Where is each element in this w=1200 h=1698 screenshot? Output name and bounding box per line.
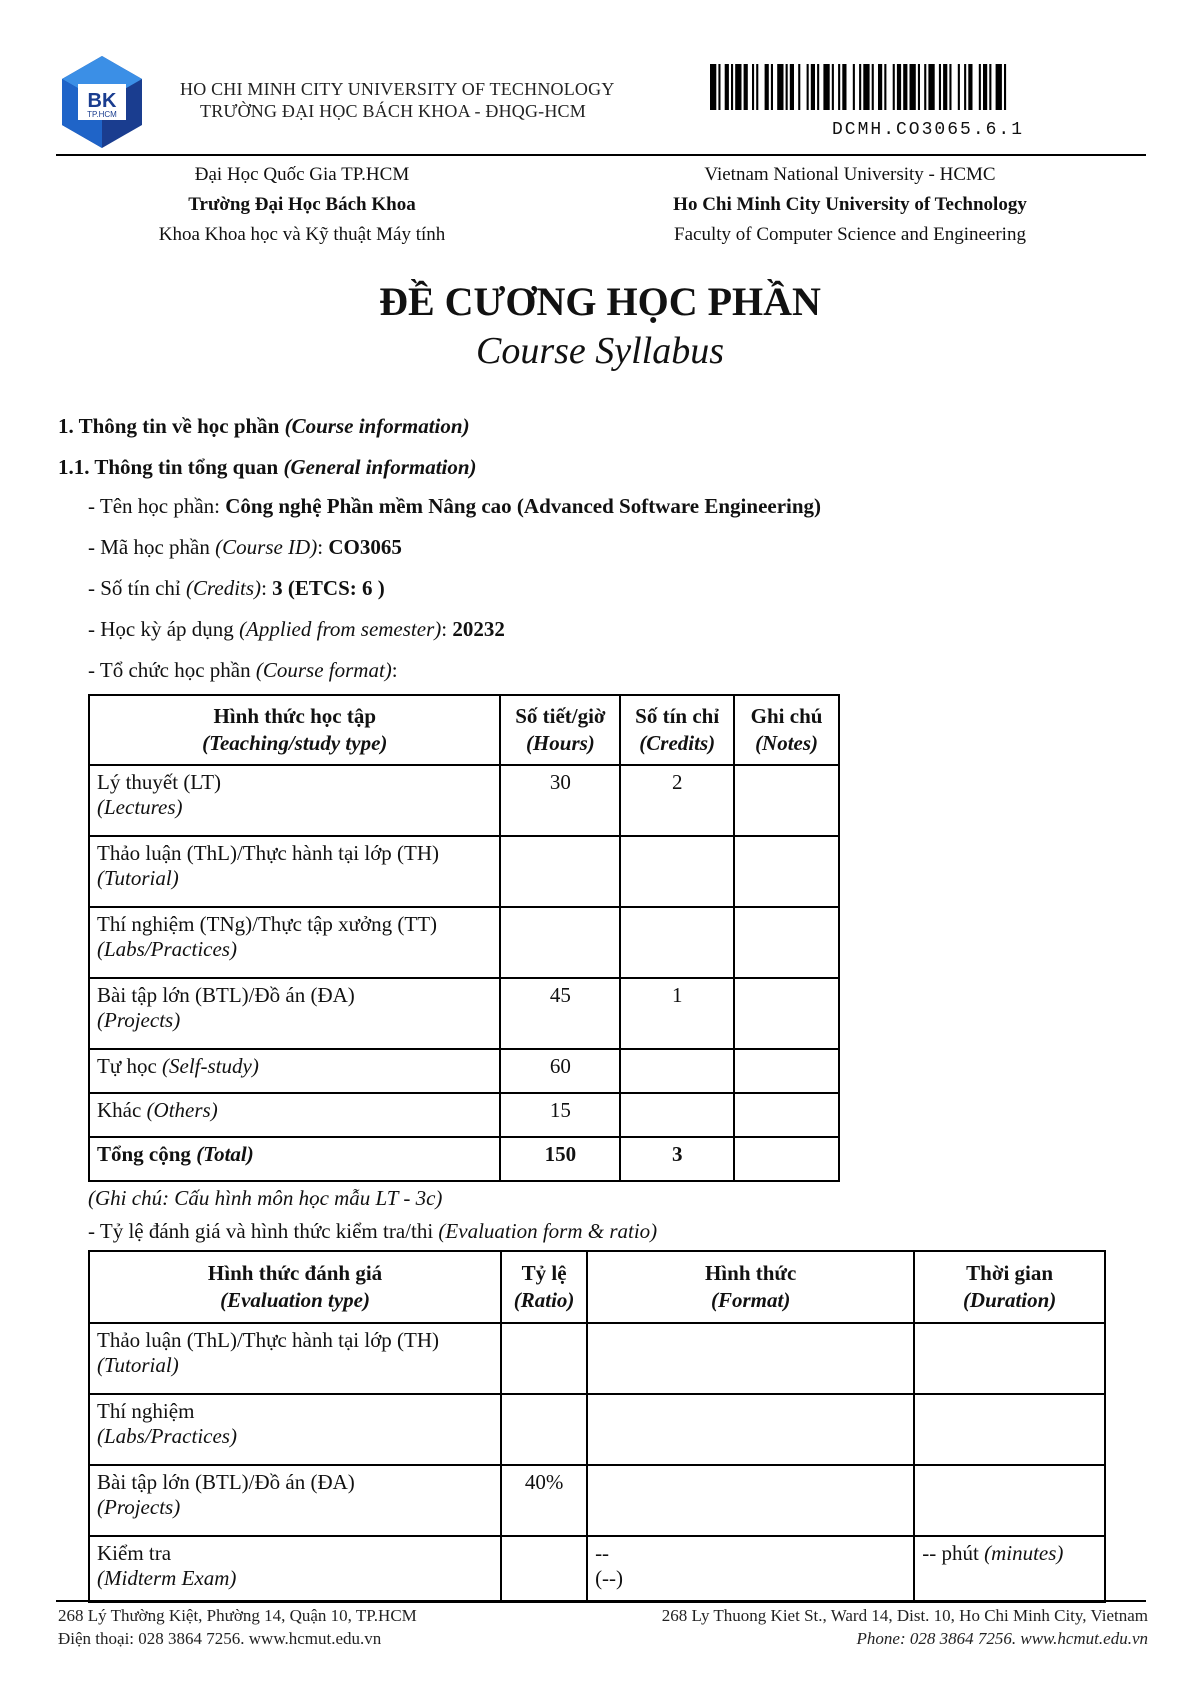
course-name-value: Công nghệ Phần mềm Nâng cao (Advanced Software Engineering) (225, 494, 822, 518)
row-notes (734, 1049, 839, 1093)
table-row (89, 1093, 839, 1137)
row-hours (500, 836, 620, 907)
evaluation-table (88, 1250, 1106, 1603)
credits-value: 3 (ETCS: 6 ) (272, 576, 385, 600)
semester-label-en: (Applied from semester) (239, 617, 442, 641)
course-format-label: - Tổ chức học phần (88, 658, 256, 682)
course-name-label: - Tên học phần: (88, 494, 226, 518)
credits-line: - Số tín chỉ (Credits): 3 (ETCS: 6 ) (88, 576, 385, 600)
eval-duration (914, 1323, 1105, 1394)
credits-label-en: (Credits) (186, 576, 262, 600)
row-type: Thí nghiệm (TNg)/Thực tập xưởng (TT) (Labs/Practices) (89, 907, 500, 978)
org-right-line1: Vietnam National University - HCMC (704, 164, 996, 185)
eval-header-type: Hình thức đánh giá (Evaluation type) (89, 1251, 501, 1323)
row-notes (734, 765, 839, 836)
format-header-notes: Ghi chú (Notes) (734, 695, 839, 765)
eval-format: -- (--) (587, 1536, 914, 1602)
eval-type: Bài tập lớn (BTL)/Đồ án (ĐA) (Projects) (89, 1465, 501, 1536)
eval-ratio (501, 1394, 587, 1465)
eval-header-ratio: Tỷ lệ (Ratio) (501, 1251, 587, 1323)
logo-subtext: TP.HCM (87, 110, 117, 119)
org-right (610, 160, 1090, 250)
table-row (89, 1323, 1105, 1394)
row-type: Khác (Others) (89, 1093, 500, 1137)
section-1-vn: 1. Thông tin về học phần (58, 414, 280, 438)
course-format-line: - Tổ chức học phần (Course format): (88, 658, 398, 682)
evaluation-label-en: (Evaluation form & ratio) (438, 1219, 658, 1243)
table-row (89, 978, 839, 1049)
course-id-line: - Mã học phần (Course ID): CO3065 (88, 535, 402, 559)
row-hours (500, 907, 620, 978)
table-row (89, 1465, 1105, 1536)
format-header-hours: Số tiết/giờ (Hours) (500, 695, 620, 765)
document-code: DCMH.CO3065.6.1 (832, 120, 1025, 140)
eval-type: Kiểm tra (Midterm Exam) (89, 1536, 501, 1602)
eval-duration (914, 1394, 1105, 1465)
eval-ratio: 40% (501, 1465, 587, 1536)
eval-header-duration: Thời gian (Duration) (914, 1251, 1105, 1323)
course-format-table (88, 694, 840, 1182)
row-notes (734, 836, 839, 907)
document-subtitle: Course Syllabus (475, 330, 725, 372)
course-id-label: - Mã học phần (88, 535, 216, 559)
course-format-label-en: (Course format) (255, 658, 392, 682)
org-right-line3: Faculty of Computer Science and Engineering (674, 224, 1026, 245)
org-left (62, 160, 542, 250)
university-name-vn: TRƯỜNG ĐẠI HỌC BÁCH KHOA - ĐHQG-HCM (200, 101, 586, 121)
eval-format (587, 1323, 914, 1394)
evaluation-label-vn: - Tỷ lệ đánh giá và hình thức kiểm tra/thi (88, 1219, 439, 1243)
semester-label: - Học kỳ áp dụng (88, 617, 240, 641)
total-notes (734, 1137, 839, 1181)
credits-label: - Số tín chỉ (88, 576, 186, 600)
eval-format (587, 1465, 914, 1536)
semester-line: - Học kỳ áp dụng (Applied from semester): 20232 (88, 617, 505, 641)
row-type: Lý thuyết (LT) (Lectures) (89, 765, 500, 836)
format-header-credits: Số tín chỉ (Credits) (620, 695, 734, 765)
org-left-line3: Khoa Khoa học và Kỹ thuật Máy tính (158, 224, 446, 245)
logo-text: BK (87, 90, 117, 112)
section-1-en: (Course information) (284, 414, 470, 438)
row-credits (620, 836, 734, 907)
eval-type: Thí nghiệm (Labs/Practices) (89, 1394, 501, 1465)
eval-ratio (501, 1536, 587, 1602)
footer-left-phone: Điện thoại: 028 3864 7256. www.hcmut.edu.vn (58, 1629, 382, 1648)
section-1-heading (58, 414, 470, 439)
document-title: ĐỀ CƯƠNG HỌC PHẦN (379, 279, 821, 324)
table-row (89, 765, 839, 836)
footer-left-address: 268 Lý Thường Kiệt, Phường 14, Quận 10, TP.HCM (58, 1606, 417, 1625)
row-hours: 30 (500, 765, 620, 836)
row-credits: 1 (620, 978, 734, 1049)
row-notes (734, 907, 839, 978)
org-left-line2: Trường Đại Học Bách Khoa (188, 194, 416, 215)
section-1-1-vn: 1.1. Thông tin tổng quan (58, 455, 279, 479)
footer-divider (56, 1600, 1146, 1602)
eval-duration: -- phút (minutes) (914, 1536, 1105, 1602)
course-id-label-en: (Course ID) (215, 535, 318, 559)
evaluation-label (88, 1219, 657, 1244)
row-hours: 45 (500, 978, 620, 1049)
format-note: (Ghi chú: Cấu hình môn học mẫu LT - 3c) (88, 1186, 443, 1210)
total-row (89, 1137, 839, 1181)
org-left-line1: Đại Học Quốc Gia TP.HCM (194, 164, 410, 185)
eval-duration (914, 1465, 1105, 1536)
row-credits (620, 1049, 734, 1093)
eval-format (587, 1394, 914, 1465)
row-hours: 15 (500, 1093, 620, 1137)
row-type: Thảo luận (ThL)/Thực hành tại lớp (TH) (Tutorial) (89, 836, 500, 907)
table-row (89, 836, 839, 907)
eval-header-format: Hình thức (Format) (587, 1251, 914, 1323)
table-row (89, 1049, 839, 1093)
total-label: Tổng cộng (Total) (89, 1137, 500, 1181)
eval-type: Thảo luận (ThL)/Thực hành tại lớp (TH) (Tutorial) (89, 1323, 501, 1394)
university-name-en: HO CHI MINH CITY UNIVERSITY OF TECHNOLOGY (180, 79, 615, 99)
barcode (710, 64, 1150, 110)
table-row (89, 907, 839, 978)
course-name-line (88, 494, 821, 519)
eval-ratio (501, 1323, 587, 1394)
footer-right-phone (857, 1629, 1148, 1649)
row-type: Bài tập lớn (BTL)/Đồ án (ĐA) (Projects) (89, 978, 500, 1049)
row-notes (734, 978, 839, 1049)
course-id-value: CO3065 (328, 535, 402, 559)
format-header-type: Hình thức học tập (Teaching/study type) (89, 695, 500, 765)
section-1-1-heading (58, 455, 477, 480)
table-row (89, 1394, 1105, 1465)
row-notes (734, 1093, 839, 1137)
row-credits: 2 (620, 765, 734, 836)
semester-value: 20232 (452, 617, 505, 641)
university-logo (54, 54, 150, 150)
total-hours: 150 (500, 1137, 620, 1181)
org-right-line2: Ho Chi Minh City University of Technology (673, 194, 1027, 215)
row-credits (620, 907, 734, 978)
section-1-1-en: (General information) (283, 455, 477, 479)
header-divider (56, 154, 1146, 156)
table-row (89, 1536, 1105, 1602)
row-credits (620, 1093, 734, 1137)
row-type: Tự học (Self-study) (89, 1049, 500, 1093)
footer-right-address: 268 Ly Thuong Kiet St., Ward 14, Dist. 10, Ho Chi Minh City, Vietnam (661, 1606, 1148, 1625)
total-credits: 3 (620, 1137, 734, 1181)
row-hours: 60 (500, 1049, 620, 1093)
footer-right-phone-text: Phone: 028 3864 7256. www.hcmut.edu.vn (856, 1629, 1148, 1648)
